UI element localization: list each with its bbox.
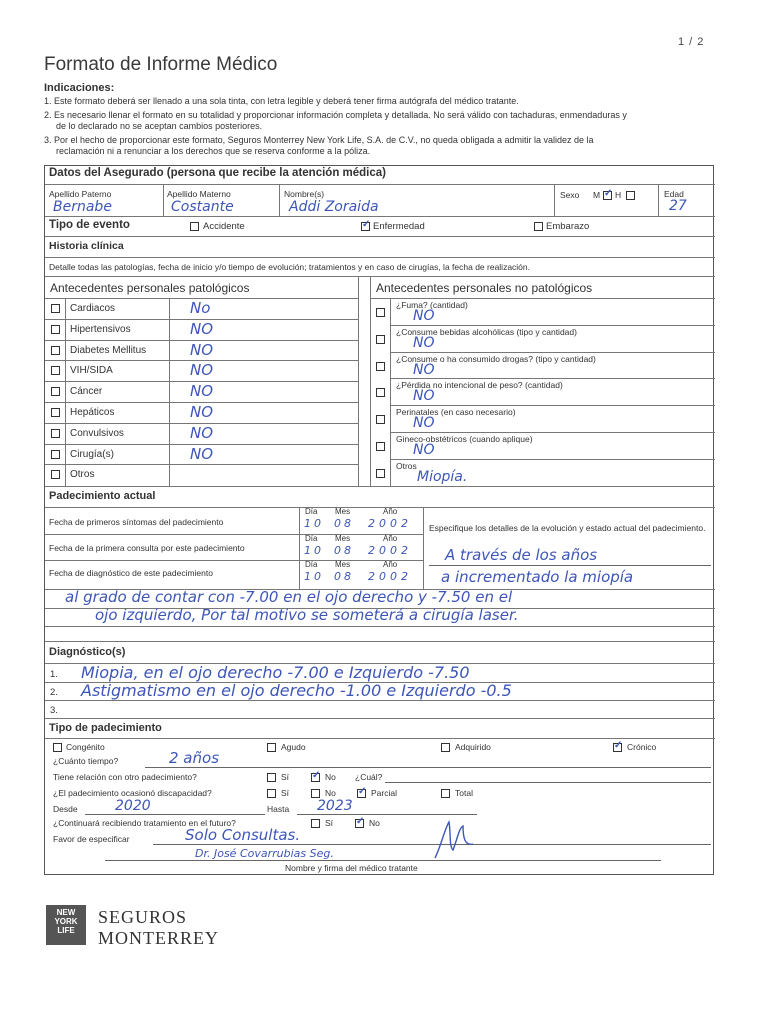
diagnosticos-title: Diagnóstico(s)	[49, 646, 126, 658]
patologico-value[interactable]: NO	[190, 423, 214, 442]
patologico-label: Diabetes Mellitus	[70, 344, 147, 356]
tipo-padecimiento-title: Tipo de padecimiento	[49, 722, 162, 734]
primeros-sintomas-dia[interactable]: 10	[304, 517, 324, 530]
patologico-label: Cardiacos	[70, 303, 116, 314]
patologico-checkbox[interactable]	[51, 304, 60, 313]
especifique-label: Especifique los detalles de la evolución y estado actual del padecimiento.	[429, 523, 706, 533]
patologico-value[interactable]: NO	[190, 382, 214, 401]
no-patologico-value[interactable]: NO	[413, 388, 435, 405]
patologico-checkbox[interactable]	[51, 387, 60, 396]
mes-label-1: Mes	[335, 507, 351, 516]
relacion-no-checkbox[interactable]	[311, 773, 320, 782]
discapacidad-no-label: No	[325, 788, 336, 798]
primera-consulta-label: Fecha de la primera consulta por este padecimiento	[49, 543, 245, 553]
continuara-no-checkbox[interactable]	[355, 819, 364, 828]
embarazo-checkbox[interactable]	[534, 222, 543, 231]
total-label: Total	[455, 788, 473, 798]
diagnostico-2[interactable]: Astigmatismo en el ojo derecho -1.00 e Izquierdo -0.5	[81, 681, 512, 700]
nombre-field[interactable]: Addi Zoraida	[289, 199, 379, 215]
sexo-m-checkbox[interactable]	[603, 191, 612, 200]
discapacidad-si-label: Sí	[281, 788, 290, 798]
apellido-paterno-label: Apellido Paterno	[49, 189, 112, 199]
no-patologico-checkbox[interactable]	[376, 308, 385, 317]
no-patologico-label: ¿Consume o ha consumido drogas? (tipo y cantidad)	[396, 353, 596, 364]
continuara-si-checkbox[interactable]	[311, 819, 320, 828]
cronico-checkbox[interactable]	[613, 743, 622, 752]
adquirido-checkbox[interactable]	[441, 743, 450, 752]
brand-line-2: MONTERREY	[98, 928, 219, 948]
agudo-checkbox[interactable]	[267, 743, 276, 752]
cronico-label: Crónico	[627, 742, 657, 752]
primera-consulta-dia[interactable]: 10	[304, 544, 324, 557]
primera-consulta-anio[interactable]: 2002	[368, 544, 412, 557]
indicacion-1: 1. Este formato deberá ser llenado a una sola tinta, con letra legible y deberá tener firma autógrafa del médico tratante.	[44, 96, 519, 106]
no-patologico-label: Perinatales (en caso necesario)	[396, 407, 516, 418]
dia-label-2: Día	[305, 534, 318, 543]
page-number: 1 / 2	[678, 36, 705, 48]
detalle-linea-1[interactable]: A través de los años	[445, 546, 598, 564]
indicacion-2: 2. Es necesario llenar el formato en su totalidad y proporcionar información completa y detallada. No será válido con tachaduras, enmendaduras y	[44, 110, 627, 120]
diagnostico-anio[interactable]: 2002	[368, 570, 412, 583]
no-patologico-checkbox[interactable]	[376, 335, 385, 344]
sexo-h-label: H	[615, 190, 622, 200]
total-checkbox[interactable]	[441, 789, 450, 798]
no-patologico-label: Otros	[396, 460, 417, 471]
mes-label-3: Mes	[335, 560, 351, 569]
no-patologicos-title: Antecedentes personales no patológicos	[376, 281, 593, 295]
congenito-checkbox[interactable]	[53, 743, 62, 752]
indicacion-3-cont: reclamación ni a renunciar a los derechos que se reserva conforme a la póliza.	[56, 146, 371, 156]
cuanto-tiempo-label: ¿Cuánto tiempo?	[53, 756, 119, 766]
sexo-m-label: M	[593, 190, 601, 200]
enfermedad-label: Enfermedad	[373, 221, 425, 232]
detalle-linea-4[interactable]: ojo izquierdo, Por tal motivo se someterá a cirugía laser.	[95, 606, 519, 624]
no-patologico-checkbox[interactable]	[376, 469, 385, 478]
logo-line-3: LIFE	[57, 926, 75, 935]
indicacion-2-cont: de lo declarado no se aceptan cambios posteriores.	[56, 121, 263, 131]
favor-field[interactable]: Solo Consultas.	[185, 826, 301, 844]
patologico-value[interactable]: NO	[190, 340, 214, 359]
apellido-materno-field[interactable]: Costante	[171, 199, 234, 215]
cual-label: ¿Cuál?	[355, 772, 383, 782]
edad-field[interactable]: 27	[669, 198, 687, 214]
cuanto-tiempo-field[interactable]: 2 años	[169, 749, 220, 767]
mes-label-2: Mes	[335, 534, 351, 543]
tipo-evento-label: Tipo de evento	[49, 219, 130, 231]
patologico-label: Hipertensivos	[70, 323, 131, 335]
patologico-value[interactable]: NO	[190, 319, 214, 338]
hasta-field[interactable]: 2023	[317, 798, 353, 814]
relacion-si-checkbox[interactable]	[267, 773, 276, 782]
patologicos-title: Antecedentes personales patológicos	[50, 281, 250, 295]
padecimiento-title: Padecimiento actual	[49, 490, 156, 502]
parcial-label: Parcial	[371, 788, 397, 798]
relacion-si-label: Sí	[281, 772, 290, 782]
apellido-paterno-field[interactable]: Bernabe	[53, 199, 112, 215]
patologico-checkbox[interactable]	[51, 450, 60, 459]
anio-label-2: Año	[383, 534, 398, 543]
no-patologico-checkbox[interactable]	[376, 388, 385, 397]
sexo-h-checkbox[interactable]	[626, 191, 635, 200]
relacion-no-label: No	[325, 772, 336, 782]
brand-line-1: SEGUROS	[98, 907, 188, 927]
parcial-checkbox[interactable]	[357, 789, 366, 798]
continuara-label: ¿Continuará recibiendo tratamiento en el futuro?	[53, 818, 236, 828]
new-york-life-logo	[46, 905, 86, 945]
anio-label-1: Año	[383, 507, 398, 516]
detalle-linea-3[interactable]: al grado de contar con -7.00 en el ojo derecho y -7.50 en el	[65, 588, 513, 606]
sexo-label: Sexo	[560, 190, 580, 200]
patologico-checkbox[interactable]	[51, 346, 60, 355]
favor-label: Favor de especificar	[53, 834, 130, 844]
discapacidad-no-checkbox[interactable]	[311, 789, 320, 798]
no-patologico-value[interactable]: Miopía.	[417, 468, 468, 485]
patologico-label: Otros	[70, 469, 95, 481]
historia-title: Historia clínica	[49, 240, 124, 252]
diagnostico-dia[interactable]: 10	[304, 570, 324, 583]
nombre-label: Nombre(s)	[284, 189, 325, 199]
patologico-checkbox[interactable]	[51, 429, 60, 438]
patologico-value[interactable]: NO	[190, 361, 214, 380]
no-patologico-checkbox[interactable]	[376, 442, 385, 451]
logo-line-2: YORK	[54, 917, 78, 926]
diagnostico-mes[interactable]: 08	[334, 570, 354, 583]
no-patologico-value[interactable]: NO	[413, 361, 435, 378]
edad-label: Edad	[664, 189, 684, 199]
no-patologico-value[interactable]: NO	[413, 442, 435, 458]
diagnostico-fecha-label: Fecha de diagnóstico de este padecimiento	[49, 568, 213, 578]
accidente-checkbox[interactable]	[190, 222, 199, 231]
no-patologico-checkbox[interactable]	[376, 362, 385, 371]
discapacidad-si-checkbox[interactable]	[267, 789, 276, 798]
no-patologico-value[interactable]: NO	[413, 415, 435, 432]
anio-label-3: Año	[383, 560, 398, 569]
hasta-label: Hasta	[267, 804, 290, 814]
primera-consulta-mes[interactable]: 08	[334, 544, 354, 557]
asegurado-section-title: Datos del Asegurado (persona que recibe la atención médica)	[49, 167, 386, 179]
indicaciones-heading: Indicaciones:	[44, 82, 115, 94]
embarazo-label: Embarazo	[546, 221, 590, 232]
medico-nombre: Dr. José Covarrubias Seg.	[195, 847, 334, 860]
patologico-label: Hepáticos	[70, 407, 115, 418]
historia-detalle: Detalle todas las patologías, fecha de inicio y/o tiempo de evolución; tratamientos y en caso de cirugías, la fecha de realización.	[49, 262, 531, 272]
diagnostico-num-2: 2.	[50, 687, 58, 698]
diagnostico-1[interactable]: Miopia, en el ojo derecho -7.00 e Izquierdo -7.50	[81, 663, 470, 682]
no-patologico-label: Gineco-obstétricos (cuando aplique)	[396, 434, 533, 444]
no-patologico-label: ¿Consume bebidas alcohólicas (tipo y cantidad)	[396, 326, 577, 337]
no-patologico-checkbox[interactable]	[376, 415, 385, 424]
patologico-value[interactable]: NO	[190, 403, 214, 421]
firma-medico-signature	[427, 816, 477, 866]
desde-field[interactable]: 2020	[115, 798, 151, 814]
relacion-label: Tiene relación con otro padecimiento?	[53, 772, 197, 782]
patologico-checkbox[interactable]	[51, 325, 60, 334]
primeros-sintomas-anio[interactable]: 2002	[368, 517, 412, 530]
form-title: Formato de Informe Médico	[44, 54, 278, 75]
discapacidad-label: ¿El padecimiento ocasionó discapacidad?	[53, 788, 212, 798]
enfermedad-checkbox[interactable]	[361, 222, 370, 231]
patologico-label: VIH/SIDA	[70, 365, 113, 377]
agudo-label: Agudo	[281, 742, 306, 752]
form-frame	[44, 165, 714, 875]
adquirido-label: Adquirido	[455, 742, 491, 752]
patologico-label: Convulsivos	[70, 427, 124, 439]
logo-line-1: NEW	[56, 908, 76, 917]
indicacion-3: 3. Por el hecho de proporcionar este formato, Seguros Monterrey New York Life, S.A. de C.V., no queda obligada a admitir la validez de la	[44, 135, 594, 145]
apellido-materno-label: Apellido Materno	[167, 189, 231, 199]
no-patologico-label: ¿Fuma? (cantidad)	[396, 300, 468, 310]
diagnostico-num-1: 1.	[50, 669, 58, 680]
diagnostico-num-3: 3.	[50, 705, 58, 716]
accidente-label: Accidente	[203, 221, 245, 232]
primeros-sintomas-mes[interactable]: 08	[334, 517, 354, 530]
patologico-value[interactable]: No	[190, 299, 211, 317]
continuara-no-label: No	[369, 818, 380, 828]
patologico-label: Cáncer	[70, 386, 103, 398]
primeros-sintomas-label: Fecha de primeros síntomas del padecimiento	[49, 517, 224, 527]
no-patologico-value[interactable]: NO	[413, 308, 435, 324]
detalle-linea-2[interactable]: a incrementado la miopía	[441, 568, 634, 586]
firma-label: Nombre y firma del médico tratante	[285, 863, 418, 873]
dia-label-3: Día	[305, 560, 318, 569]
continuara-si-label: Sí	[325, 818, 334, 828]
congenito-label: Congénito	[66, 742, 105, 752]
no-patologico-value[interactable]: NO	[413, 334, 435, 351]
no-patologico-label: ¿Pérdida no intencional de peso? (cantidad)	[396, 380, 563, 391]
patologico-label: Cirugía(s)	[70, 448, 114, 460]
patologico-value[interactable]: NO	[190, 444, 214, 463]
desde-label: Desde	[53, 804, 78, 814]
patologico-checkbox[interactable]	[51, 470, 60, 479]
patologico-checkbox[interactable]	[51, 366, 60, 375]
dia-label-1: Día	[305, 507, 318, 516]
patologico-checkbox[interactable]	[51, 408, 60, 417]
